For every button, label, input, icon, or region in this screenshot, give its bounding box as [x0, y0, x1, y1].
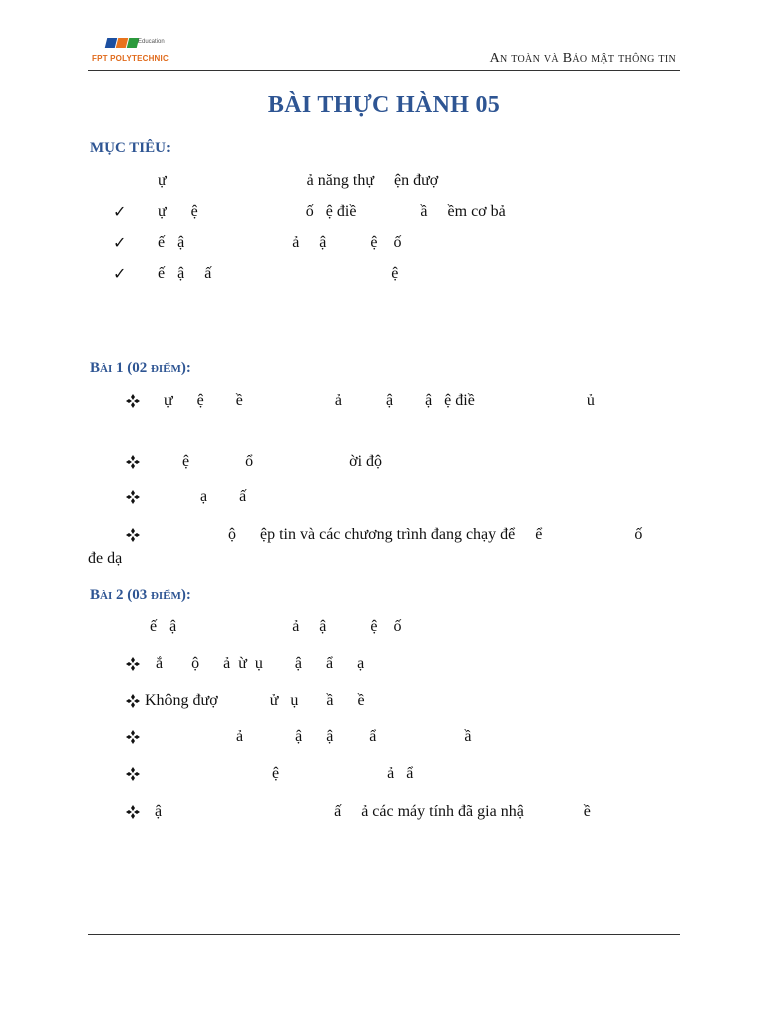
bai2-item: ả ậ ậ ẩ ầ — [236, 728, 472, 745]
bai2-item: ắ ộ ả ừ ụ ậ ẩ ạ — [156, 655, 365, 672]
diamond-bullet-icon — [126, 394, 140, 408]
objective-item: ế ậ ả ậ ệ ố — [158, 234, 402, 251]
objective-item: ế ậ ấ ệ — [158, 265, 399, 282]
checkmark-icon: ✓ — [113, 235, 127, 252]
diamond-bullet-icon — [126, 455, 140, 469]
fpt-logo-icon — [106, 38, 142, 51]
bai1-item: ự ệ ề ả ậ ậ ệ điề ủ — [164, 392, 595, 409]
objectives-intro: ự ả năng thự ện đượ — [158, 172, 439, 189]
diamond-bullet-icon — [126, 694, 140, 708]
course-title: An toàn và Bảo mật thông tin — [489, 51, 676, 66]
bai1-item: ệ ổ ời độ — [182, 453, 383, 470]
bai2-intro: ế ậ ả ậ ệ ố — [150, 618, 402, 635]
logo-subtitle: Education — [138, 39, 165, 45]
page-title: BÀI THỰC HÀNH 05 — [267, 92, 501, 118]
bai1-points: (02 điểm): — [127, 360, 191, 376]
bai2-label: Bài 2 — [90, 587, 124, 603]
bai2-item: ệ ả ẩ — [272, 765, 414, 782]
diamond-bullet-icon — [126, 805, 140, 819]
objective-item: ự ệ ố ệ điề ầ ềm cơ bả — [158, 203, 506, 220]
fpt-polytechnic-logo — [92, 36, 182, 68]
logo-name: FPT POLYTECHNIC — [92, 54, 169, 63]
bai2-points: (03 điểm): — [127, 587, 191, 603]
bai1-item-continuation: đe dạ — [88, 550, 123, 567]
header-divider — [88, 70, 680, 71]
objectives-heading: MỤC TIÊU: — [90, 140, 171, 156]
bai1-item: ộ ệp tin và các chương trình đang chạy để ể ố — [228, 526, 643, 543]
bai2-item: ậ ấ ả các máy tính đã gia nhậ ề — [155, 803, 591, 820]
checkmark-icon: ✓ — [113, 204, 127, 221]
diamond-bullet-icon — [126, 730, 140, 744]
bai1-heading — [90, 360, 191, 377]
bai2-heading — [90, 587, 191, 604]
bai1-item: ạ ấ — [200, 488, 247, 505]
diamond-bullet-icon — [126, 528, 140, 542]
bai1-label: Bài 1 — [90, 360, 124, 376]
footer-divider — [88, 934, 680, 935]
diamond-bullet-icon — [126, 657, 140, 671]
diamond-bullet-icon — [126, 490, 140, 504]
diamond-bullet-icon — [126, 767, 140, 781]
checkmark-icon: ✓ — [113, 266, 127, 283]
bai2-item: Không đượ ử ụ ầ ề — [145, 692, 365, 709]
